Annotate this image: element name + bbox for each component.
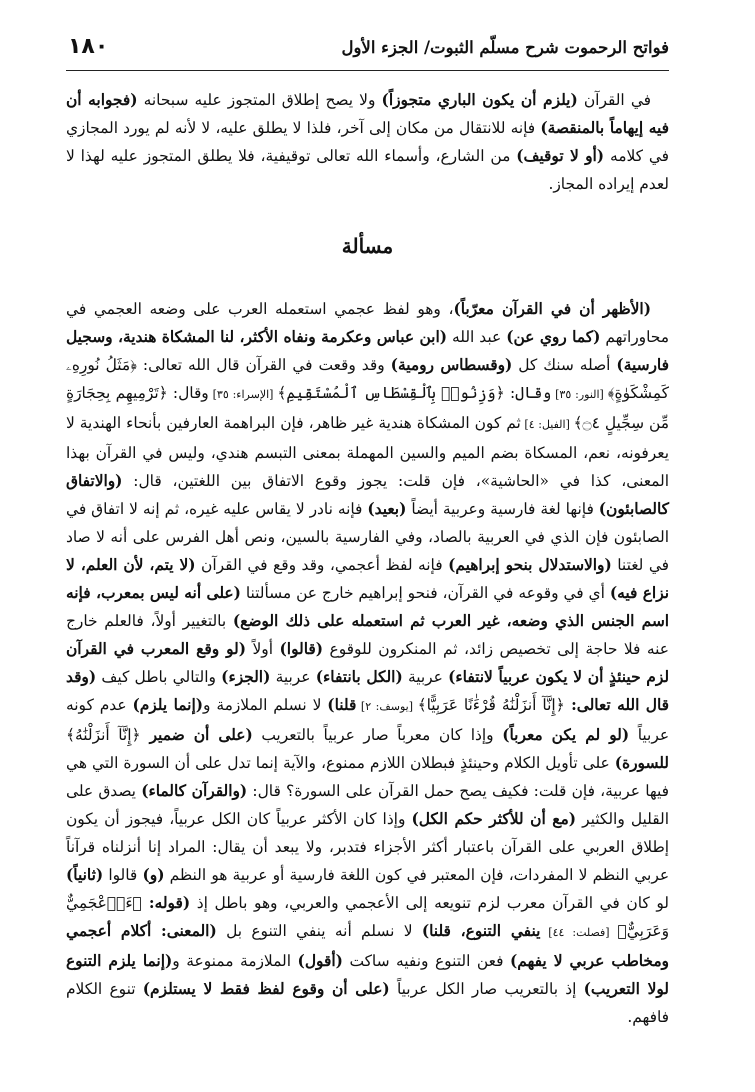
commentary-text: لا نسلم أنه ينفي التنوع بل	[216, 922, 422, 940]
commentary-text: في القرآن	[577, 91, 652, 109]
matn-text: (المعنى: أكلام أعجمي ومخاطب عربي لا يفهم)	[66, 922, 669, 970]
verse-reference: [الإسراء: ٣٥]	[208, 388, 278, 401]
matn-text: (بعيد)	[367, 500, 407, 518]
verse-reference: [فصلت: ٤٤]	[540, 926, 618, 939]
commentary-text: من الشارع، وأسماء الله تعالى توقيفية، فلا يطلق المتجوز عليه لهذا لا لعدم إيراده المجاز.	[66, 147, 669, 193]
matn-text: (على أن ضمير	[140, 726, 253, 744]
commentary-text: عبد الله	[447, 328, 507, 346]
matn-text: (والاتفاق كالصابئون)	[66, 472, 669, 518]
commentary-text: ولا يصح إطلاق المتجوز عليه سبحانه	[137, 91, 382, 109]
quran-verse: ﴿تَرْمِيهِم بِحِجَارَةٍ مِّن سِجِّيلٍ ۝٤﴾	[66, 384, 669, 432]
page-number: ١٨٠	[68, 34, 109, 59]
commentary-text: قالوا	[103, 866, 143, 884]
commentary-text: وإذا كان الأكثر عربياً كان الكل عربياً، فيجوز أن يكون إطلاق العربي على القرآن باعتبار أكثر الأجزاء فتدبر، ولا يبعد أن يقال: المراد إنا أنزلناه قرآناً عربي النظم لا المفردات، فإن المعتبر في كون اللغة فارسية أو عربية هو النظم	[66, 810, 670, 884]
matn-text: (يلزم أن يكون الباري متجوزاً)	[381, 91, 578, 109]
commentary-text: ، وهو لفظ عجمي استعمله العرب على وضعه العجمي في محاوراتهم	[66, 300, 669, 346]
commentary-text: بالتغيير أولاً، فالعلم خارج عنه فلا حاجة إلى تخصيص زائد، ثم المنكرون للوقوع	[66, 612, 669, 658]
page-header	[66, 30, 669, 71]
matn-text: قلنا)	[327, 696, 357, 714]
verse-reference: [النور: ٣٥]	[551, 388, 608, 401]
commentary-text: على تأويل الكلام وحينئذٍ فبطلان اللازم ممنوع، والآية إنما تدل على أن السورة التي هي فيها عربية، فإن قلت: فكيف يصح حمل القرآن على السورة؟ قال:	[66, 754, 669, 800]
commentary-text: عربية	[270, 668, 316, 686]
matn-text: (قوله:	[141, 894, 191, 912]
matn-text: (على أنه ليس بمعرب، فإنه اسم الجنس الذي وضعه، غير العرب ثم استعمله على ذلك الوضع)	[66, 584, 670, 630]
commentary-text: فعن التنوع ونفيه ساكت	[342, 952, 510, 970]
matn-text: (لو لم يكن معرباً)	[502, 726, 630, 744]
commentary-text: لا نسلم الملازمة و	[203, 696, 328, 714]
matn-text: (لو وقع المعرب في القرآن لزم حينئذٍ أن لا يكون عربياً لانتفاء)	[66, 640, 670, 686]
section-heading: مسألة	[341, 234, 394, 258]
commentary-text: الملازمة ممنوعة و	[172, 952, 298, 970]
verse-reference: [يوسف: ٢]	[356, 700, 418, 713]
matn-text: (و)	[142, 866, 165, 884]
commentary-text: أصله سنك كل	[512, 356, 617, 374]
matn-text: (كما روي عن)	[506, 328, 601, 346]
matn-text: (إنما يلزم)	[132, 696, 203, 714]
matn-text: (فجوابه أن فيه إيهاماً بالمنقصة)	[66, 91, 670, 137]
commentary-text: والتالي باطل كيف	[96, 668, 222, 686]
paragraph-top	[66, 86, 669, 198]
paragraph-main-text	[66, 295, 669, 1031]
matn-text: (ابن عباس وعكرمة ونفاه الأكثر، لنا المشكاة هندية، وسجيل فارسية)	[66, 328, 669, 374]
quran-verse: ﴿إِنَّآ أَنزَلْنَٰهُ قُرْءَٰنًا عَرَبِيًّا﴾	[417, 696, 565, 714]
commentary-text: فإنه نادر لا يقاس عليه غيره، ثم إنه لا اتفاق في الصابئون فإن الذي في العربية بالصاد، وفي الفارسية بالسين، ونص أهل الفرس على أنه لا صاد في لغتنا	[66, 500, 669, 574]
quran-verse: ﴿وَزِنُوا۟ بِٱلْقِسْطَاسِ ٱلْمُسْتَقِيمِ﴾	[277, 384, 505, 402]
commentary-text: أي في وقوعه في القرآن، فنحو إبراهيم خارج عن مسألتنا	[240, 584, 610, 602]
commentary-text: فإنه للانتقال من مكان إلى آخر، فلذا لا يطلق عليه، لا لأنه لم يورد المجازي في كلامه	[66, 119, 670, 165]
matn-text: (قالوا)	[279, 640, 324, 658]
commentary-text: فإنه لفظ أعجمي، وقد وقع في القرآن	[195, 556, 449, 574]
commentary-text: ثم كون المشكاة هندية غير ظاهر، فإن البراهمة العارفين بأنحاء الهندية لا يعرفونه، نعم، المسكاة بضم الميم والسين المهملة بمعنى التبسم هندي، وليس في القرآن بهذا المعنى، كذا في «الحاشية»، فإن قلت: يجوز وقوع الاتفاق بين اللغتين، قال:	[66, 414, 669, 490]
matn-text: (مع أن للأكثر حكم الكل)	[411, 810, 576, 828]
matn-text: (الكل بانتفاء)	[315, 668, 403, 686]
quran-verse: ﴿إِنَّآ أَنزَلْنَٰهُ﴾	[66, 726, 141, 744]
commentary-text: تنوع الكلام فافهم.	[66, 980, 669, 1026]
matn-text: (أقول)	[297, 952, 343, 970]
matn-text: (وقد قال الله تعالى:	[66, 668, 670, 714]
commentary-text: إذ بالتعريب صار الكل عربياً	[389, 980, 584, 998]
commentary-text: يصدق على القليل والكثير	[66, 782, 669, 828]
commentary-text: وقال:	[167, 384, 209, 402]
commentary-text: لو كان في القرآن معرب لزم تنويعه إلى الأعجمي والعربي، وهو باطل إذ	[190, 894, 669, 912]
matn-text: (لا يتم، لأن العلم، لا نزاع فيه)	[66, 556, 669, 602]
matn-text: (إنما يلزم التنوع لولا التعريب)	[66, 952, 669, 998]
commentary-text: وقال:	[504, 384, 552, 402]
commentary-text: فإنها لغة فارسية وعربية أيضاً	[406, 500, 599, 518]
paragraph-top-text	[66, 86, 669, 198]
matn-text: للسورة)	[614, 754, 669, 772]
matn-text: ينفي التنوع، قلنا)	[421, 922, 541, 940]
quran-verse: ﴿مَثَلُ نُورِهِۦ كَمِشْكَوٰةٍ﴾	[66, 356, 670, 402]
commentary-text: أولاً	[246, 640, 280, 658]
matn-text: (ثانياً)	[66, 866, 104, 884]
quran-verse: ﴿ءَا۬عْجَمِيٌّ وَعَرَبِيٌّ﴾	[66, 894, 670, 940]
paragraph-main	[66, 295, 669, 1031]
matn-text: (على أن وقوع لفظ فقط لا يستلزم)	[142, 980, 390, 998]
matn-text: (أو لا توقيف)	[516, 147, 605, 165]
matn-text: (والقرآن كالماء)	[141, 782, 248, 800]
commentary-text: عدم كونه عربياً	[66, 696, 669, 744]
running-title: فواتح الرحموت شرح مسلّم الثبوت/ الجزء الأول	[341, 38, 669, 57]
verse-reference: [الفيل: ٤]	[520, 418, 574, 431]
matn-text: (الأظهر أن في القرآن معرّباً)	[453, 300, 651, 318]
commentary-text: وإذا كان معرباً صار عربياً بالتعريب	[252, 726, 503, 744]
commentary-text: وقد وقعت في القرآن قال الله تعالى:	[136, 356, 391, 374]
commentary-text: عربية	[402, 668, 449, 686]
matn-text: (الجزء)	[221, 668, 271, 686]
matn-text: (والاستدلال بنحو إبراهيم)	[448, 556, 612, 574]
matn-text: (وقسطاس رومية)	[390, 356, 513, 374]
